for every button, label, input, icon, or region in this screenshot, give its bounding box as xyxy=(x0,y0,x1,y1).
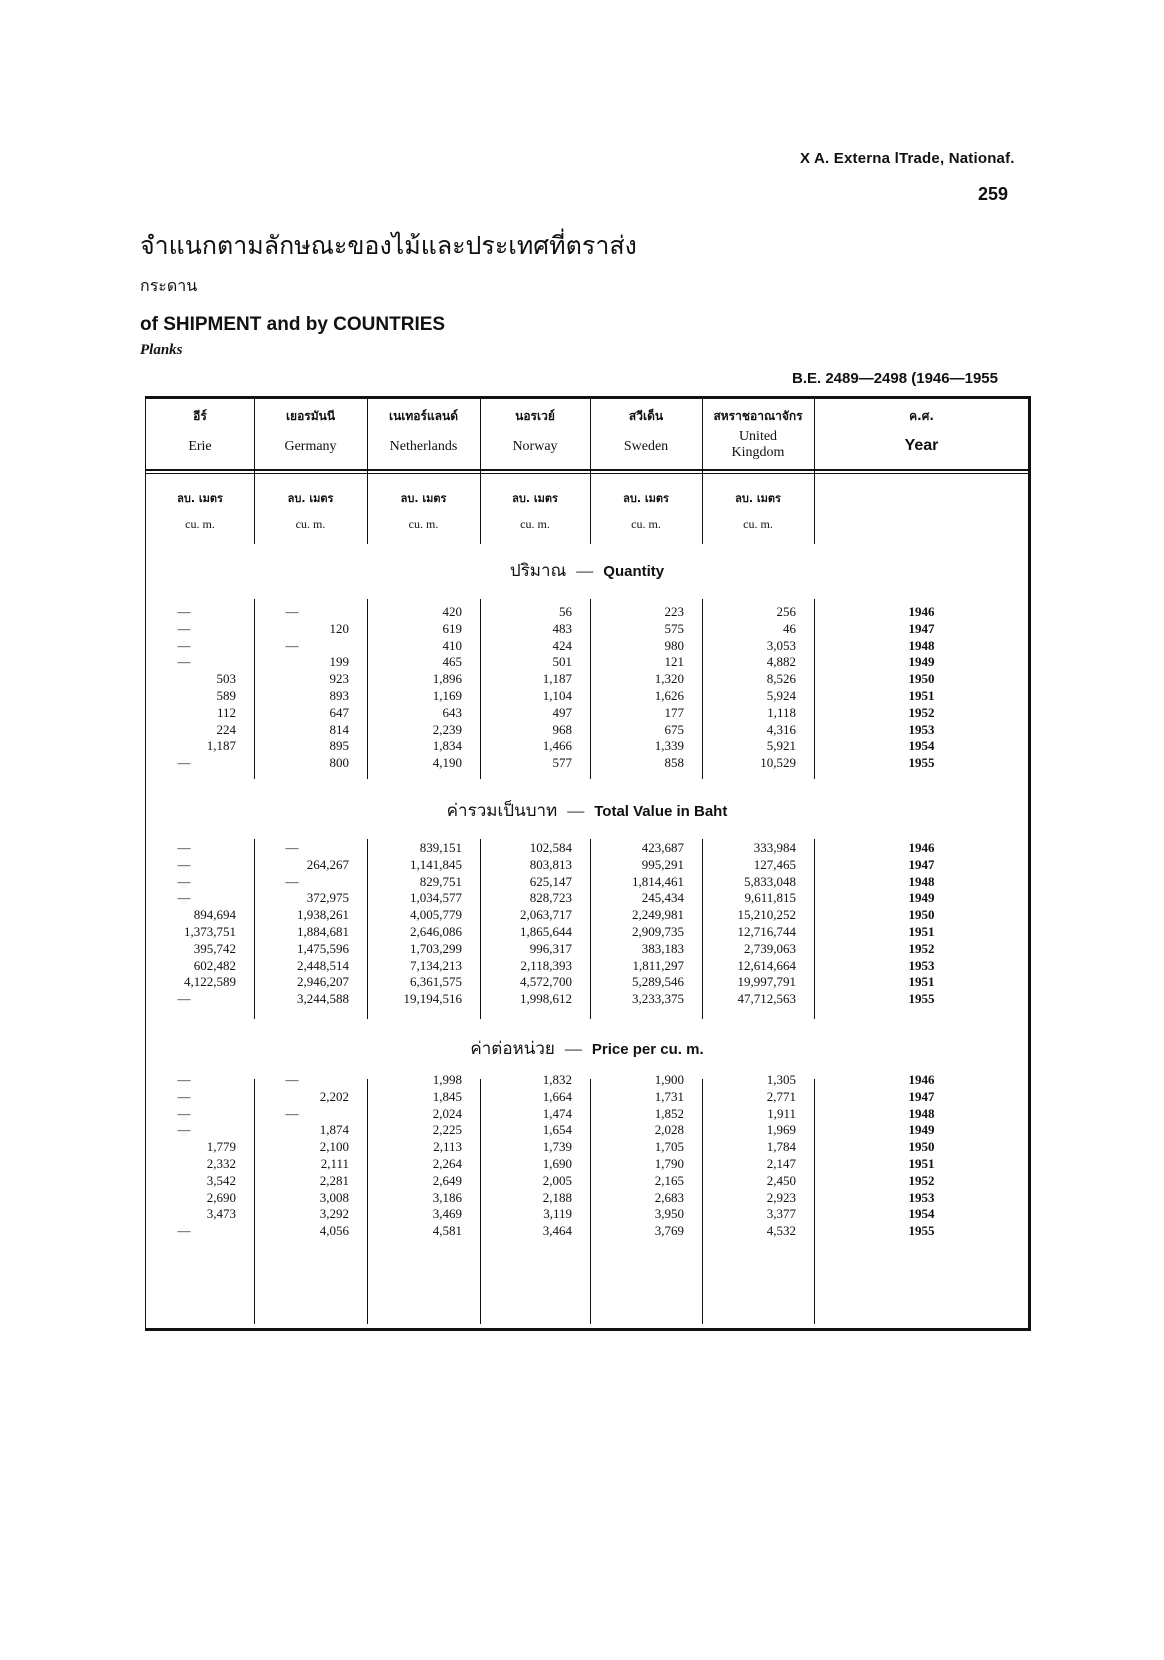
data-cell: 1,654 xyxy=(542,1122,572,1138)
data-cell: 3,469 xyxy=(432,1206,462,1222)
data-cell: 1,141,845 xyxy=(410,856,462,872)
data-cell: 839,151 xyxy=(419,840,462,855)
data-cell: 245,434 xyxy=(641,890,684,906)
unit-thai: ลบ. เมตร xyxy=(287,492,334,505)
english-subtitle: Planks xyxy=(140,342,183,358)
data-cell: 2,909,735 xyxy=(632,924,684,939)
unit-english: cu. m. xyxy=(520,517,550,531)
data-cell: 1,626 xyxy=(654,688,684,703)
data-cell: 2,113 xyxy=(433,1139,462,1155)
unit-thai: ลบ. เมตร xyxy=(400,492,447,505)
data-cell: 1,865,644 xyxy=(520,924,572,939)
data-cell: 2,264 xyxy=(432,1156,462,1171)
data-cell: 2,281 xyxy=(319,1172,349,1188)
column-header xyxy=(146,405,254,455)
unit-thai: ลบ. เมตร xyxy=(177,492,223,505)
data-cell: 858 xyxy=(664,755,684,771)
data-cell: 800 xyxy=(329,755,349,771)
data-cell: 395,742 xyxy=(193,940,236,956)
data-cell: 1,739 xyxy=(542,1139,572,1155)
data-cell: — xyxy=(177,1223,191,1239)
column-header-english: Sweden xyxy=(623,439,669,454)
data-cell: 121 xyxy=(664,654,684,670)
year-cell: 1949 xyxy=(908,654,935,670)
data-cell: 8,526 xyxy=(766,671,796,687)
data-cell: 223 xyxy=(664,604,684,619)
column-header-thai: สหราชอาณาจักร xyxy=(713,409,803,423)
data-cell: 3,292 xyxy=(319,1206,349,1222)
year-cell: 1952 xyxy=(908,940,935,956)
data-cell: 1,475,596 xyxy=(297,940,349,956)
data-cell: 2,923 xyxy=(766,1189,796,1205)
unit-label xyxy=(702,489,814,532)
year-cell: 1953 xyxy=(908,1189,935,1205)
data-cell: 2,118,393 xyxy=(520,957,572,973)
data-cell: 46 xyxy=(783,620,796,636)
data-cell: 2,111 xyxy=(320,1156,349,1171)
year-cell: 1955 xyxy=(908,991,935,1007)
unit-label xyxy=(367,489,480,532)
data-cell: 1,466 xyxy=(542,738,572,754)
data-cell: — xyxy=(177,637,191,653)
data-cell: 9,611,815 xyxy=(744,890,796,906)
year-cell: 1955 xyxy=(908,1223,935,1239)
data-cell: 995,291 xyxy=(641,856,684,872)
data-cell: 423,687 xyxy=(641,840,684,855)
section-title xyxy=(146,557,1028,584)
header-rule xyxy=(146,473,1028,474)
section-title-dash: — xyxy=(564,1039,582,1058)
data-cell: 2,332 xyxy=(206,1156,236,1171)
data-cell: 12,614,664 xyxy=(737,957,796,973)
page-number: 259 xyxy=(978,184,1009,204)
data-cell: 1,911 xyxy=(767,1105,796,1121)
data-cell: 1,731 xyxy=(654,1088,684,1104)
data-cell: 1,690 xyxy=(542,1156,572,1171)
year-cell: 1947 xyxy=(908,856,935,872)
data-cell: 256 xyxy=(776,604,796,619)
data-cell: — xyxy=(285,604,299,619)
data-cell: 102,584 xyxy=(529,840,572,855)
data-cell: — xyxy=(285,840,299,855)
data-cell: 2,147 xyxy=(766,1156,796,1171)
data-cell: 1,938,261 xyxy=(297,907,349,923)
data-cell: 643 xyxy=(442,704,462,720)
section-title-thai: ค่าต่อหน่วย xyxy=(470,1039,555,1059)
data-cell: 4,581 xyxy=(432,1223,462,1239)
year-cell: 1946 xyxy=(908,604,935,619)
year-cell: 1954 xyxy=(908,1206,935,1222)
section-title-english: Price per cu. m. xyxy=(591,1041,704,1058)
data-cell: 3,244,588 xyxy=(297,991,349,1007)
data-cell: 1,811,297 xyxy=(632,957,684,973)
data-cell: 1,834 xyxy=(432,738,462,754)
data-cell: 577 xyxy=(552,755,572,771)
data-cell: 675 xyxy=(664,721,684,737)
data-cell: 895 xyxy=(329,738,349,754)
data-cell: — xyxy=(177,840,191,855)
data-cell: 497 xyxy=(552,704,572,720)
year-cell: 1949 xyxy=(908,890,935,906)
year-cell: 1953 xyxy=(908,957,935,973)
data-cell: 56 xyxy=(559,604,572,619)
data-cell: 4,532 xyxy=(766,1223,796,1239)
data-cell: 1,845 xyxy=(432,1088,462,1104)
data-cell: 5,833,048 xyxy=(744,873,796,889)
data-cell: 1,900 xyxy=(654,1072,684,1087)
unit-label xyxy=(254,489,367,532)
period-label: B.E. 2489—2498 (1946—1955 xyxy=(792,370,998,387)
section-title-thai: ค่ารวมเป็นบาท xyxy=(446,801,558,821)
year-cell: 1948 xyxy=(908,1105,935,1121)
data-cell: 1,998,612 xyxy=(520,991,572,1007)
data-cell: 589 xyxy=(216,688,236,703)
data-cell: 1,118 xyxy=(767,704,796,720)
data-cell: — xyxy=(177,1072,191,1087)
column-header-english: Year xyxy=(904,437,939,454)
unit-english: cu. m. xyxy=(631,517,661,531)
data-cell: 333,984 xyxy=(753,840,796,855)
column-header-english: United Kingdom xyxy=(731,429,785,460)
data-cell: 4,122,589 xyxy=(184,974,236,990)
data-cell: 828,723 xyxy=(529,890,572,906)
thai-subtitle: กระดาน xyxy=(140,276,198,295)
data-cell: 1,339 xyxy=(654,738,684,754)
data-cell: — xyxy=(177,856,191,872)
data-cell: 4,572,700 xyxy=(520,974,572,990)
data-cell: 2,771 xyxy=(766,1088,796,1104)
data-cell: 4,190 xyxy=(432,755,462,771)
data-cell: 383,183 xyxy=(641,940,684,956)
data-cell: 2,448,514 xyxy=(297,957,349,973)
data-cell: 503 xyxy=(216,671,236,687)
data-cell: 2,100 xyxy=(319,1139,349,1155)
data-cell: 996,317 xyxy=(529,940,572,956)
data-cell: 1,703,299 xyxy=(410,940,462,956)
data-cell: 2,249,981 xyxy=(632,907,684,923)
data-cell: — xyxy=(285,873,299,889)
data-cell: 7,134,213 xyxy=(410,957,462,973)
section-title xyxy=(146,1035,1028,1062)
running-header: X A. Externa lTrade, Nationaf. xyxy=(800,150,1015,167)
data-cell: 483 xyxy=(552,620,572,636)
data-cell: — xyxy=(177,604,191,619)
data-cell: 1,474 xyxy=(542,1105,572,1121)
data-cell: 829,751 xyxy=(419,873,462,889)
data-cell: 4,316 xyxy=(766,721,796,737)
data-cell: 803,813 xyxy=(529,856,572,872)
data-cell: 3,053 xyxy=(766,637,796,653)
data-cell: 1,779 xyxy=(206,1139,236,1155)
data-cell: 1,896 xyxy=(432,671,462,687)
data-cell: 3,119 xyxy=(543,1206,572,1222)
data-cell: 5,289,546 xyxy=(632,974,684,990)
year-cell: 1947 xyxy=(908,1088,935,1104)
data-cell: 3,769 xyxy=(654,1223,684,1239)
header-rule xyxy=(146,469,1028,471)
data-cell: 15,210,252 xyxy=(737,907,796,923)
column-header-english: Erie xyxy=(188,439,212,454)
data-cell: 1,784 xyxy=(766,1139,796,1155)
year-cell: 1947 xyxy=(908,620,935,636)
column-header xyxy=(702,405,814,461)
data-cell: 120 xyxy=(329,620,349,636)
data-cell: 1,664 xyxy=(542,1088,572,1104)
data-cell: 968 xyxy=(552,721,572,737)
unit-english: cu. m. xyxy=(743,517,773,531)
data-cell: 465 xyxy=(442,654,462,670)
data-cell: 10,529 xyxy=(760,755,796,771)
data-cell: 4,882 xyxy=(766,654,796,670)
data-cell: 2,024 xyxy=(432,1105,462,1121)
data-cell: 177 xyxy=(664,704,684,720)
data-cell: 1,373,751 xyxy=(184,924,236,939)
data-cell: — xyxy=(177,620,191,636)
data-cell: 2,188 xyxy=(542,1189,572,1205)
data-cell: — xyxy=(177,1088,191,1104)
column-header xyxy=(814,405,1029,455)
data-cell: 2,739,063 xyxy=(744,940,796,956)
data-cell: 625,147 xyxy=(529,873,572,889)
data-cell: 264,267 xyxy=(306,856,349,872)
column-header xyxy=(367,405,480,455)
data-cell: 980 xyxy=(664,637,684,653)
section-title-thai: ปริมาณ xyxy=(509,561,567,581)
data-cell: 1,884,681 xyxy=(297,924,349,939)
column-header-english: Netherlands xyxy=(389,439,458,454)
data-cell: 3,464 xyxy=(542,1223,572,1239)
data-cell: 1,814,461 xyxy=(632,873,684,889)
data-cell: — xyxy=(177,1105,191,1121)
data-cell: 501 xyxy=(552,654,572,670)
column-header-thai: เนเทอร์แลนด์ xyxy=(388,409,459,423)
section-title-dash: — xyxy=(576,561,594,580)
data-cell: 1,320 xyxy=(654,671,684,687)
data-cell: — xyxy=(285,1072,299,1087)
data-cell: 3,542 xyxy=(206,1172,236,1188)
data-cell: — xyxy=(177,654,191,670)
data-cell: 1,034,577 xyxy=(410,890,462,906)
unit-thai: ลบ. เมตร xyxy=(512,492,558,505)
data-cell: — xyxy=(285,1105,299,1121)
data-cell: 224 xyxy=(216,721,236,737)
data-cell: 1,169 xyxy=(432,688,462,703)
data-cell: 894,694 xyxy=(193,907,236,923)
data-cell: 2,028 xyxy=(654,1122,684,1138)
data-cell: 1,705 xyxy=(654,1139,684,1155)
statistics-table xyxy=(145,396,1031,1331)
column-header-english: Norway xyxy=(512,439,558,454)
year-cell: 1946 xyxy=(908,840,935,855)
year-cell: 1952 xyxy=(908,1172,935,1188)
column-header-thai: นอรเวย์ xyxy=(515,409,555,423)
unit-thai: ลบ. เมตร xyxy=(623,492,669,505)
column-header xyxy=(590,405,702,455)
thai-title: จำแนกตามลักษณะของไม้และประเทศที่ตราส่ง xyxy=(140,231,637,260)
year-cell: 1946 xyxy=(908,1072,935,1087)
data-cell: 3,473 xyxy=(206,1206,236,1222)
data-cell: 47,712,563 xyxy=(737,991,796,1007)
data-cell: 575 xyxy=(664,620,684,636)
data-cell: 3,950 xyxy=(654,1206,684,1222)
data-cell: — xyxy=(177,873,191,889)
data-cell: 127,465 xyxy=(753,856,796,872)
data-cell: 2,946,207 xyxy=(297,974,349,990)
data-cell: 923 xyxy=(329,671,349,687)
data-cell: 647 xyxy=(329,704,349,720)
data-cell: 2,063,717 xyxy=(520,907,572,923)
year-cell: 1952 xyxy=(908,704,935,720)
data-cell: 1,852 xyxy=(654,1105,684,1121)
column-header-english: Germany xyxy=(284,439,337,454)
unit-thai: ลบ. เมตร xyxy=(735,492,781,505)
data-cell: 3,186 xyxy=(432,1189,462,1205)
data-cell: 893 xyxy=(329,688,349,703)
data-cell: 2,683 xyxy=(654,1189,684,1205)
year-cell: 1950 xyxy=(908,907,935,923)
data-cell: 1,832 xyxy=(542,1072,572,1087)
data-cell: 5,921 xyxy=(766,738,796,754)
data-cell: 420 xyxy=(442,604,462,619)
year-cell: 1951 xyxy=(908,688,935,703)
data-cell: 1,969 xyxy=(766,1122,796,1138)
data-cell: — xyxy=(285,637,299,653)
data-cell: 3,233,375 xyxy=(632,991,684,1007)
unit-english: cu. m. xyxy=(295,517,326,531)
data-cell: 424 xyxy=(552,637,572,653)
data-cell: 2,239 xyxy=(432,721,462,737)
year-cell: 1949 xyxy=(908,1122,935,1138)
column-header xyxy=(254,405,367,455)
year-cell: 1951 xyxy=(908,974,935,990)
data-cell: 1,790 xyxy=(654,1156,684,1171)
unit-english: cu. m. xyxy=(185,517,215,531)
data-cell: 3,377 xyxy=(766,1206,796,1222)
data-cell: 2,225 xyxy=(432,1122,462,1138)
data-cell: 2,646,086 xyxy=(410,924,462,939)
year-cell: 1950 xyxy=(908,671,935,687)
data-cell: 5,924 xyxy=(766,688,796,703)
data-cell: 4,005,779 xyxy=(410,907,462,923)
data-cell: 2,165 xyxy=(654,1172,684,1188)
data-cell: 1,998 xyxy=(432,1072,462,1087)
data-cell: 1,187 xyxy=(542,671,572,687)
section-title xyxy=(146,797,1028,824)
data-cell: — xyxy=(177,890,191,906)
data-cell: 1,305 xyxy=(766,1072,796,1087)
english-title: of SHIPMENT and by COUNTRIES xyxy=(140,314,446,335)
data-cell: 112 xyxy=(216,704,236,720)
data-cell: 19,997,791 xyxy=(737,974,796,990)
data-cell: — xyxy=(177,1122,191,1138)
section-title-english: Quantity xyxy=(603,563,665,580)
year-cell: 1954 xyxy=(908,738,935,754)
year-cell: 1951 xyxy=(908,924,935,939)
data-cell: 1,187 xyxy=(206,738,236,754)
data-cell: 199 xyxy=(329,654,349,670)
section-title-english: Total Value in Baht xyxy=(594,803,728,820)
year-cell: 1951 xyxy=(908,1156,935,1171)
year-cell: 1950 xyxy=(908,1139,935,1155)
unit-label xyxy=(590,489,702,532)
year-cell: 1955 xyxy=(908,755,935,771)
unit-label xyxy=(480,489,590,532)
data-cell: 619 xyxy=(442,620,462,636)
unit-english: cu. m. xyxy=(408,517,439,531)
data-cell: 4,056 xyxy=(319,1223,349,1239)
data-cell: 1,104 xyxy=(542,688,572,703)
column-header-thai: เยอรมันนี xyxy=(285,409,336,423)
year-cell: 1948 xyxy=(908,873,935,889)
data-cell: 2,690 xyxy=(206,1189,236,1205)
data-cell: 6,361,575 xyxy=(410,974,462,990)
data-cell: 602,482 xyxy=(193,957,236,973)
section-title-dash: — xyxy=(567,801,585,820)
data-cell: 2,450 xyxy=(766,1172,796,1188)
data-cell: 19,194,516 xyxy=(403,991,462,1007)
year-cell: 1948 xyxy=(908,637,935,653)
data-cell: — xyxy=(177,991,191,1007)
year-cell: 1953 xyxy=(908,721,935,737)
data-cell: 12,716,744 xyxy=(737,924,796,939)
data-cell: 2,202 xyxy=(319,1088,349,1104)
column-header-thai: ค.ศ. xyxy=(909,409,934,423)
data-cell: 2,005 xyxy=(542,1172,572,1188)
data-cell: 372,975 xyxy=(306,890,349,906)
data-cell: 2,649 xyxy=(432,1172,462,1188)
data-cell: 3,008 xyxy=(319,1189,349,1205)
column-header-thai: อีร์ xyxy=(193,409,207,423)
data-cell: — xyxy=(177,755,191,771)
data-cell: 814 xyxy=(329,721,349,737)
data-cell: 410 xyxy=(442,637,462,653)
column-header-thai: สวีเด็น xyxy=(628,409,664,423)
unit-label xyxy=(146,489,254,532)
data-cell: 1,874 xyxy=(319,1122,349,1138)
column-header xyxy=(480,405,590,455)
